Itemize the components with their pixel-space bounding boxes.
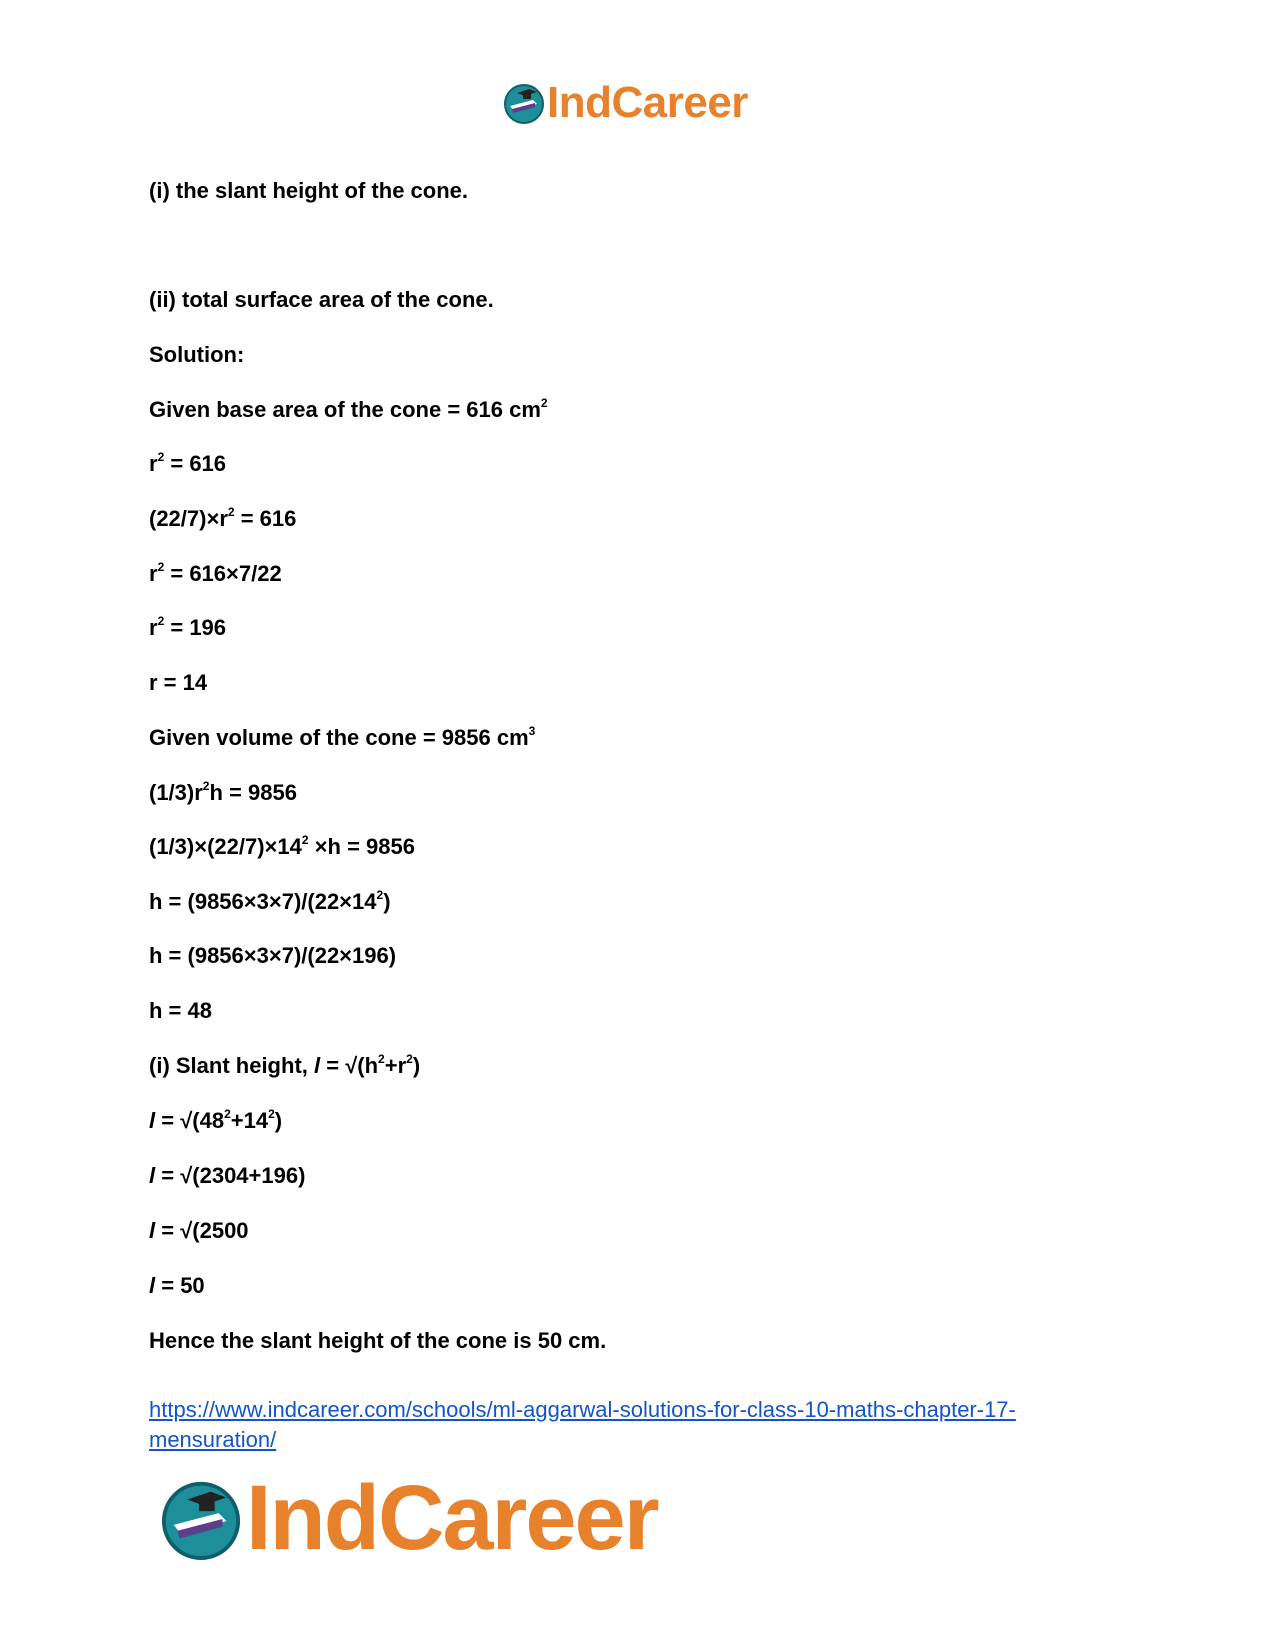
source-link[interactable]: https://www.indcareer.com/schools/ml-aggarwal-solutions-for-class-10-maths-chapter-17-mensuration/ [149,1397,1016,1452]
footer-logo [160,1466,658,1571]
solution-heading: Solution: [149,342,245,367]
equation-line: $(1/3)r^2h = 9856$ [149,778,297,805]
question-part-i: (i) the slant height of the cone. [149,178,468,203]
header-logo [503,78,748,128]
conclusion: Hence the slant height of the cone is 50 cm. [149,1328,607,1353]
equation-line: r = 14 [149,670,208,695]
equation-line: h = 48 [149,998,212,1023]
equation-line: Given volume of the cone = 9856 $cm^3$ [149,723,536,750]
equation-line: l = √(2304+196) [149,1163,306,1188]
equation-line: $r^2 = 616\times 7/22$ [149,559,282,586]
question-part-ii: (ii) total surface area of the cone. [149,287,494,312]
equation-line: (i) Slant height, $l = √(h^2+r^2)$ [149,1051,421,1078]
logo-wordmark: IndCareer [246,1467,658,1569]
equation-line: $r^2 = 616$ [149,449,227,476]
equation-line: $l = √(48^2+14^2)$ [149,1106,283,1133]
globe-book-icon [503,82,545,124]
equation-line: h = (9856×3×7)/(22×196) [149,943,397,968]
equation-line: $h = (9856\times 3\times 7)/(22\times 14^2)$ [149,887,391,914]
equation-line: $(1/3)\times(22/7)\times 14^2 \times h = 9856$ [149,832,415,859]
logo-wordmark: IndCareer [547,78,748,127]
globe-book-icon [160,1478,242,1560]
equation-line: l = √(2500 [149,1218,249,1243]
equation-line: l = 50 [149,1273,205,1298]
equation-line: $(22/7)\times r^2 = 616$ [149,504,297,531]
equation-line: Given base area of the cone = 616 $cm^2$ [149,395,548,422]
equation-line: $r^2 = 196$ [149,613,227,640]
